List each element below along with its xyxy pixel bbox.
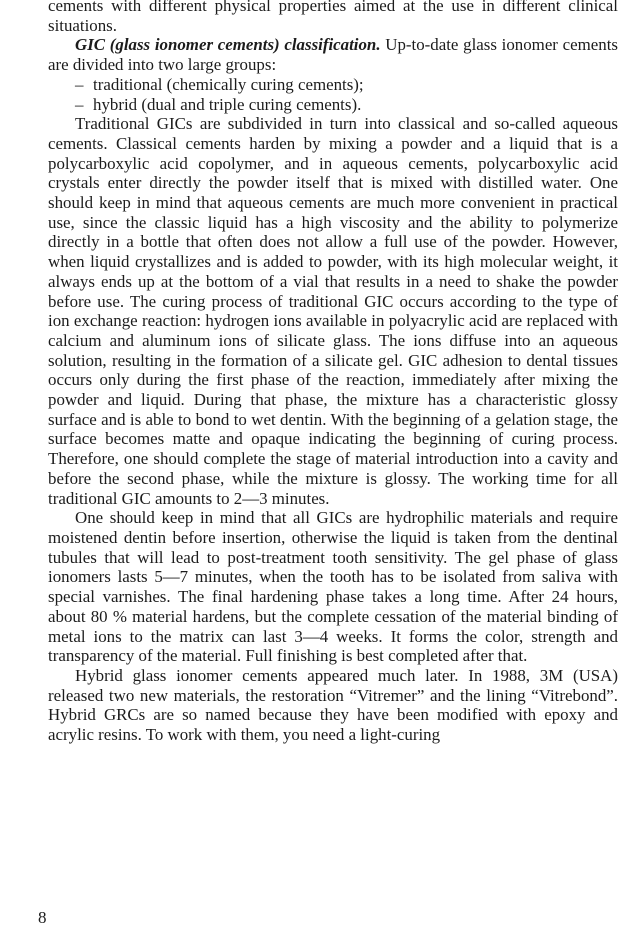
page-body [48,0,618,745]
paragraph-hybrid-gic: Hybrid glass ionomer cements appeared much later. In 1988, 3M (USA) released two new materials, the restoration “Vitremer” and the lining “Vitrebond”. Hybrid GRCs are so named because they have been modified with epoxy and acrylic resins. To work with them, you need a light-curing [48,665,618,745]
list-item-text: traditional (chemically curing cements); [93,74,364,94]
paragraph-hydrophilic: One should keep in mind that all GICs are hydrophilic materials and require moistened dentin before insertion, otherwise the liquid is taken from the dentinal tubules that will lead to post-treatment tooth sensitivity. The gel phase of glass ionomers lasts 5—7 minutes, when the tooth has to be isolated from saliva with special varnishes. The final hardening phase takes a long time. After 24 hours, about 80 % material hardens, but the complete cessation of the material binding of metal ions to the matrix can last 3—4 weeks. It forms the color, strength and transparency of the material. Full finishing is best completed after that. [48,508,618,666]
list-marker: – [75,74,84,94]
list-item [75,95,618,115]
list-item [75,75,618,95]
classification-list [48,75,618,114]
paragraph-classification [48,35,618,74]
paragraph-classification-text: Up-to-date glass ionomer cements are divided into two large groups: [48,35,618,75]
list-marker: – [75,94,84,114]
page-number: 8 [38,908,47,927]
paragraph-traditional-gic: Traditional GICs are subdivided in turn into classical and so-called aqueous cements. Classical cements harden by mixing a powder and a liquid that is a polycarboxylic acid copolymer, and in aqueous cements, polycarboxylic acid crystals enter directly the powder itself that is mixed with distilled water. One should keep in mind that aqueous cements are much more convenient in practical use, since the classic liquid has a high viscosity and the ability to polymerize directly in a bottle that often does not allow a full use of the powder. However, when liquid crystallizes and is added to powder, with its high molecular weight, it always ends up at the bottom of a vial that results in a need to shake the powder before use. The curing process of traditional GIC occurs according to the type of ion exchange reaction: hydrogen ions available in polyacrylic acid are replaced with calcium and aluminum ions of silicate glass. The ions diffuse into an aqueous solution, resulting in the formation of a silicate gel. GIC adhesion to dental tissues occurs only during the first phase of the reaction, immediately after mixing the powder and liquid. During that phase, the mixture has a characteristic glossy surface and is able to bond to wet dentin. With the beginning of a gelation stage, the surface becomes matte and opaque indicating the beginning of curing process. Therefore, one should complete the stage of material introduction into a cavity and before the second phase, while the mixture is glossy. The working time for all traditional GIC amounts to 2—3 minutes. [48,114,618,508]
list-item-text: hybrid (dual and triple curing cements). [93,94,362,114]
section-heading: GIC (glass ionomer cements) classification. [75,35,381,55]
paragraph-continuation: cements with different physical properties aimed at the use in different clinical situations. [48,0,618,35]
